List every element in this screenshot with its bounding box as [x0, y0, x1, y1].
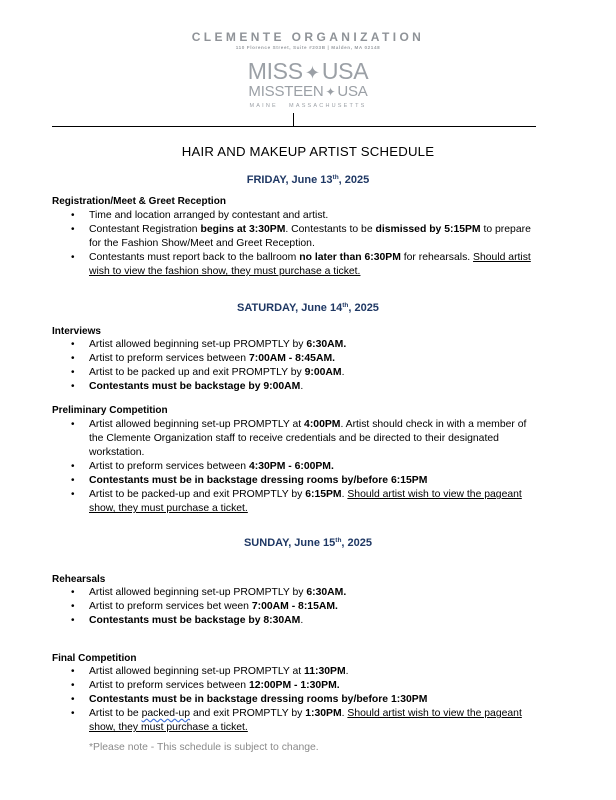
item-text: Artist allowed beginning set-up PROMPTLY at	[89, 419, 305, 430]
list-item	[52, 338, 532, 352]
list-item	[52, 352, 532, 366]
logo-usa-2: USA	[337, 83, 368, 100]
logo-missteen: MISSTEEN	[248, 83, 324, 100]
list-item	[52, 488, 532, 516]
schedule-note: *Please note - This schedule is subject to change.	[89, 742, 319, 753]
header-divider	[52, 126, 536, 127]
star-icon: ✦	[304, 62, 320, 83]
sunday-heading	[0, 537, 616, 549]
final-list	[52, 665, 532, 735]
day-year: , 2025	[338, 174, 370, 186]
item-bold: dismissed by 5:15PM	[375, 224, 481, 235]
item-bold: 7:00AM - 8:15AM.	[251, 601, 338, 612]
item-bold: 11:30PM	[304, 666, 346, 677]
item-text: .	[300, 381, 304, 392]
logo-miss: MISS	[247, 58, 303, 84]
item-text: .	[341, 489, 348, 500]
item-bold: Contestants must be in backstage dressing rooms by/before 6:15PM	[89, 475, 428, 486]
day-year: , 2025	[348, 302, 379, 314]
section-interviews: Interviews	[52, 326, 101, 337]
list-item	[52, 707, 532, 735]
list-item	[52, 614, 532, 628]
list-item	[52, 600, 532, 614]
item-text: Artist allowed beginning set-up PROMPTLY by	[89, 587, 307, 598]
item-bold: 4:30PM - 6:00PM.	[248, 461, 334, 472]
item-text: Artist allowed beginning set-up PROMPTLY by	[89, 339, 307, 350]
item-text: .	[300, 615, 304, 626]
item-text: Artist to be packed up and exit PROMPTLY by	[89, 367, 305, 378]
item-bold: 4:00PM	[304, 419, 341, 430]
day-text: FRIDAY, June 13	[246, 174, 333, 186]
item-text: Artist to preform services between	[89, 461, 249, 472]
interviews-list	[52, 338, 532, 394]
list-item	[52, 693, 532, 707]
item-bold: 7:00AM - 8:45AM.	[248, 353, 336, 364]
item-bold: Contestants must be in backstage dressing rooms by/before 1:30PM	[89, 694, 428, 705]
section-registration: Registration/Meet & Greet Reception	[52, 196, 226, 207]
item-text: Contestants must report back to the ballroom	[89, 252, 300, 263]
logo-usa: USA	[321, 58, 369, 84]
section-preliminary: Preliminary Competition	[52, 405, 168, 416]
list-item	[52, 251, 532, 279]
preliminary-list	[52, 418, 532, 516]
logo-line-missteen-usa	[0, 84, 616, 100]
list-item	[52, 380, 532, 394]
star-icon: ✦	[325, 85, 336, 99]
item-underline: Should artist wish to view the pageant show, they must purchase a ticket.	[89, 489, 522, 514]
registration-list	[52, 209, 532, 279]
day-sup: th	[332, 174, 339, 181]
list-item	[52, 474, 532, 488]
item-text: .	[341, 367, 345, 378]
item-text: Artist to preform services bet ween	[89, 601, 252, 612]
item-bold: 6:30AM.	[306, 587, 347, 598]
list-item	[52, 679, 532, 693]
day-sup: th	[335, 537, 342, 544]
item-bold: 1:30PM	[305, 708, 342, 719]
org-name: CLEMENTE ORGANIZATION	[191, 30, 425, 44]
item-bold: begins at 3:30PM	[200, 224, 286, 235]
item-text: .	[345, 666, 349, 677]
day-sup: th	[342, 302, 349, 309]
org-address: 110 Florence Street, Suite #203B | Malden, MA 02148	[235, 45, 381, 50]
item-bold: 6:30AM.	[306, 339, 347, 350]
header-tick	[293, 113, 294, 127]
item-text: .	[341, 708, 348, 719]
list-item	[52, 366, 532, 380]
item-underline: Should artist wish to view the pageant show, they must purchase a ticket.	[89, 708, 522, 733]
item-text: Artist to be	[89, 708, 142, 719]
day-text: SUNDAY, June 15	[243, 537, 336, 549]
item-bold: 9:00AM	[304, 367, 342, 378]
section-rehearsals: Rehearsals	[52, 574, 106, 585]
item-text: Time and location arranged by contestant and artist.	[89, 210, 329, 221]
item-text: for rehearsals.	[400, 252, 474, 263]
saturday-heading	[0, 302, 616, 314]
item-spellcheck-word: packed-up	[141, 708, 191, 719]
item-text: Artist to be packed-up and exit PROMPTLY by	[89, 489, 306, 500]
list-item	[52, 665, 532, 679]
logo-states: MAINE MASSACHUSETTS	[249, 103, 367, 109]
friday-heading	[0, 174, 616, 186]
item-underline: Should artist wish to view the fashion show, they must purchase a ticket.	[89, 252, 531, 277]
item-bold: Contestants must be backstage by 8:30AM	[89, 615, 301, 626]
list-item	[52, 460, 532, 474]
item-text: Contestant Registration	[89, 224, 201, 235]
item-text: Artist allowed beginning set-up PROMPTLY at	[89, 666, 305, 677]
item-bold: no later than 6:30PM	[299, 252, 401, 263]
miss-usa-logo	[0, 60, 616, 100]
item-text: Artist to preform services between	[89, 353, 249, 364]
item-text: . Artist should check in with a member of the Clemente Organization staff to receive credentials and be directed to their designated workstation.	[89, 419, 527, 458]
list-item	[52, 223, 532, 251]
item-text: . Contestants to be	[285, 224, 376, 235]
section-final: Final Competition	[52, 653, 137, 664]
item-bold: 12:00PM - 1:30PM.	[248, 680, 340, 691]
item-text: and exit PROMPTLY by	[190, 708, 306, 719]
list-item	[52, 209, 532, 223]
logo-line-miss-usa	[0, 60, 616, 84]
item-bold: Contestants must be backstage by 9:00AM	[89, 381, 301, 392]
day-text: SATURDAY, June 14	[237, 302, 343, 314]
item-bold: 6:15PM	[305, 489, 342, 500]
rehearsals-list	[52, 586, 532, 628]
item-text: to prepare for the Fashion Show/Meet and Greet Reception.	[89, 224, 531, 249]
day-year: , 2025	[341, 537, 373, 549]
page-title: HAIR AND MAKEUP ARTIST SCHEDULE	[181, 144, 435, 159]
list-item	[52, 418, 532, 460]
item-text: Artist to preform services between	[89, 680, 249, 691]
list-item	[52, 586, 532, 600]
